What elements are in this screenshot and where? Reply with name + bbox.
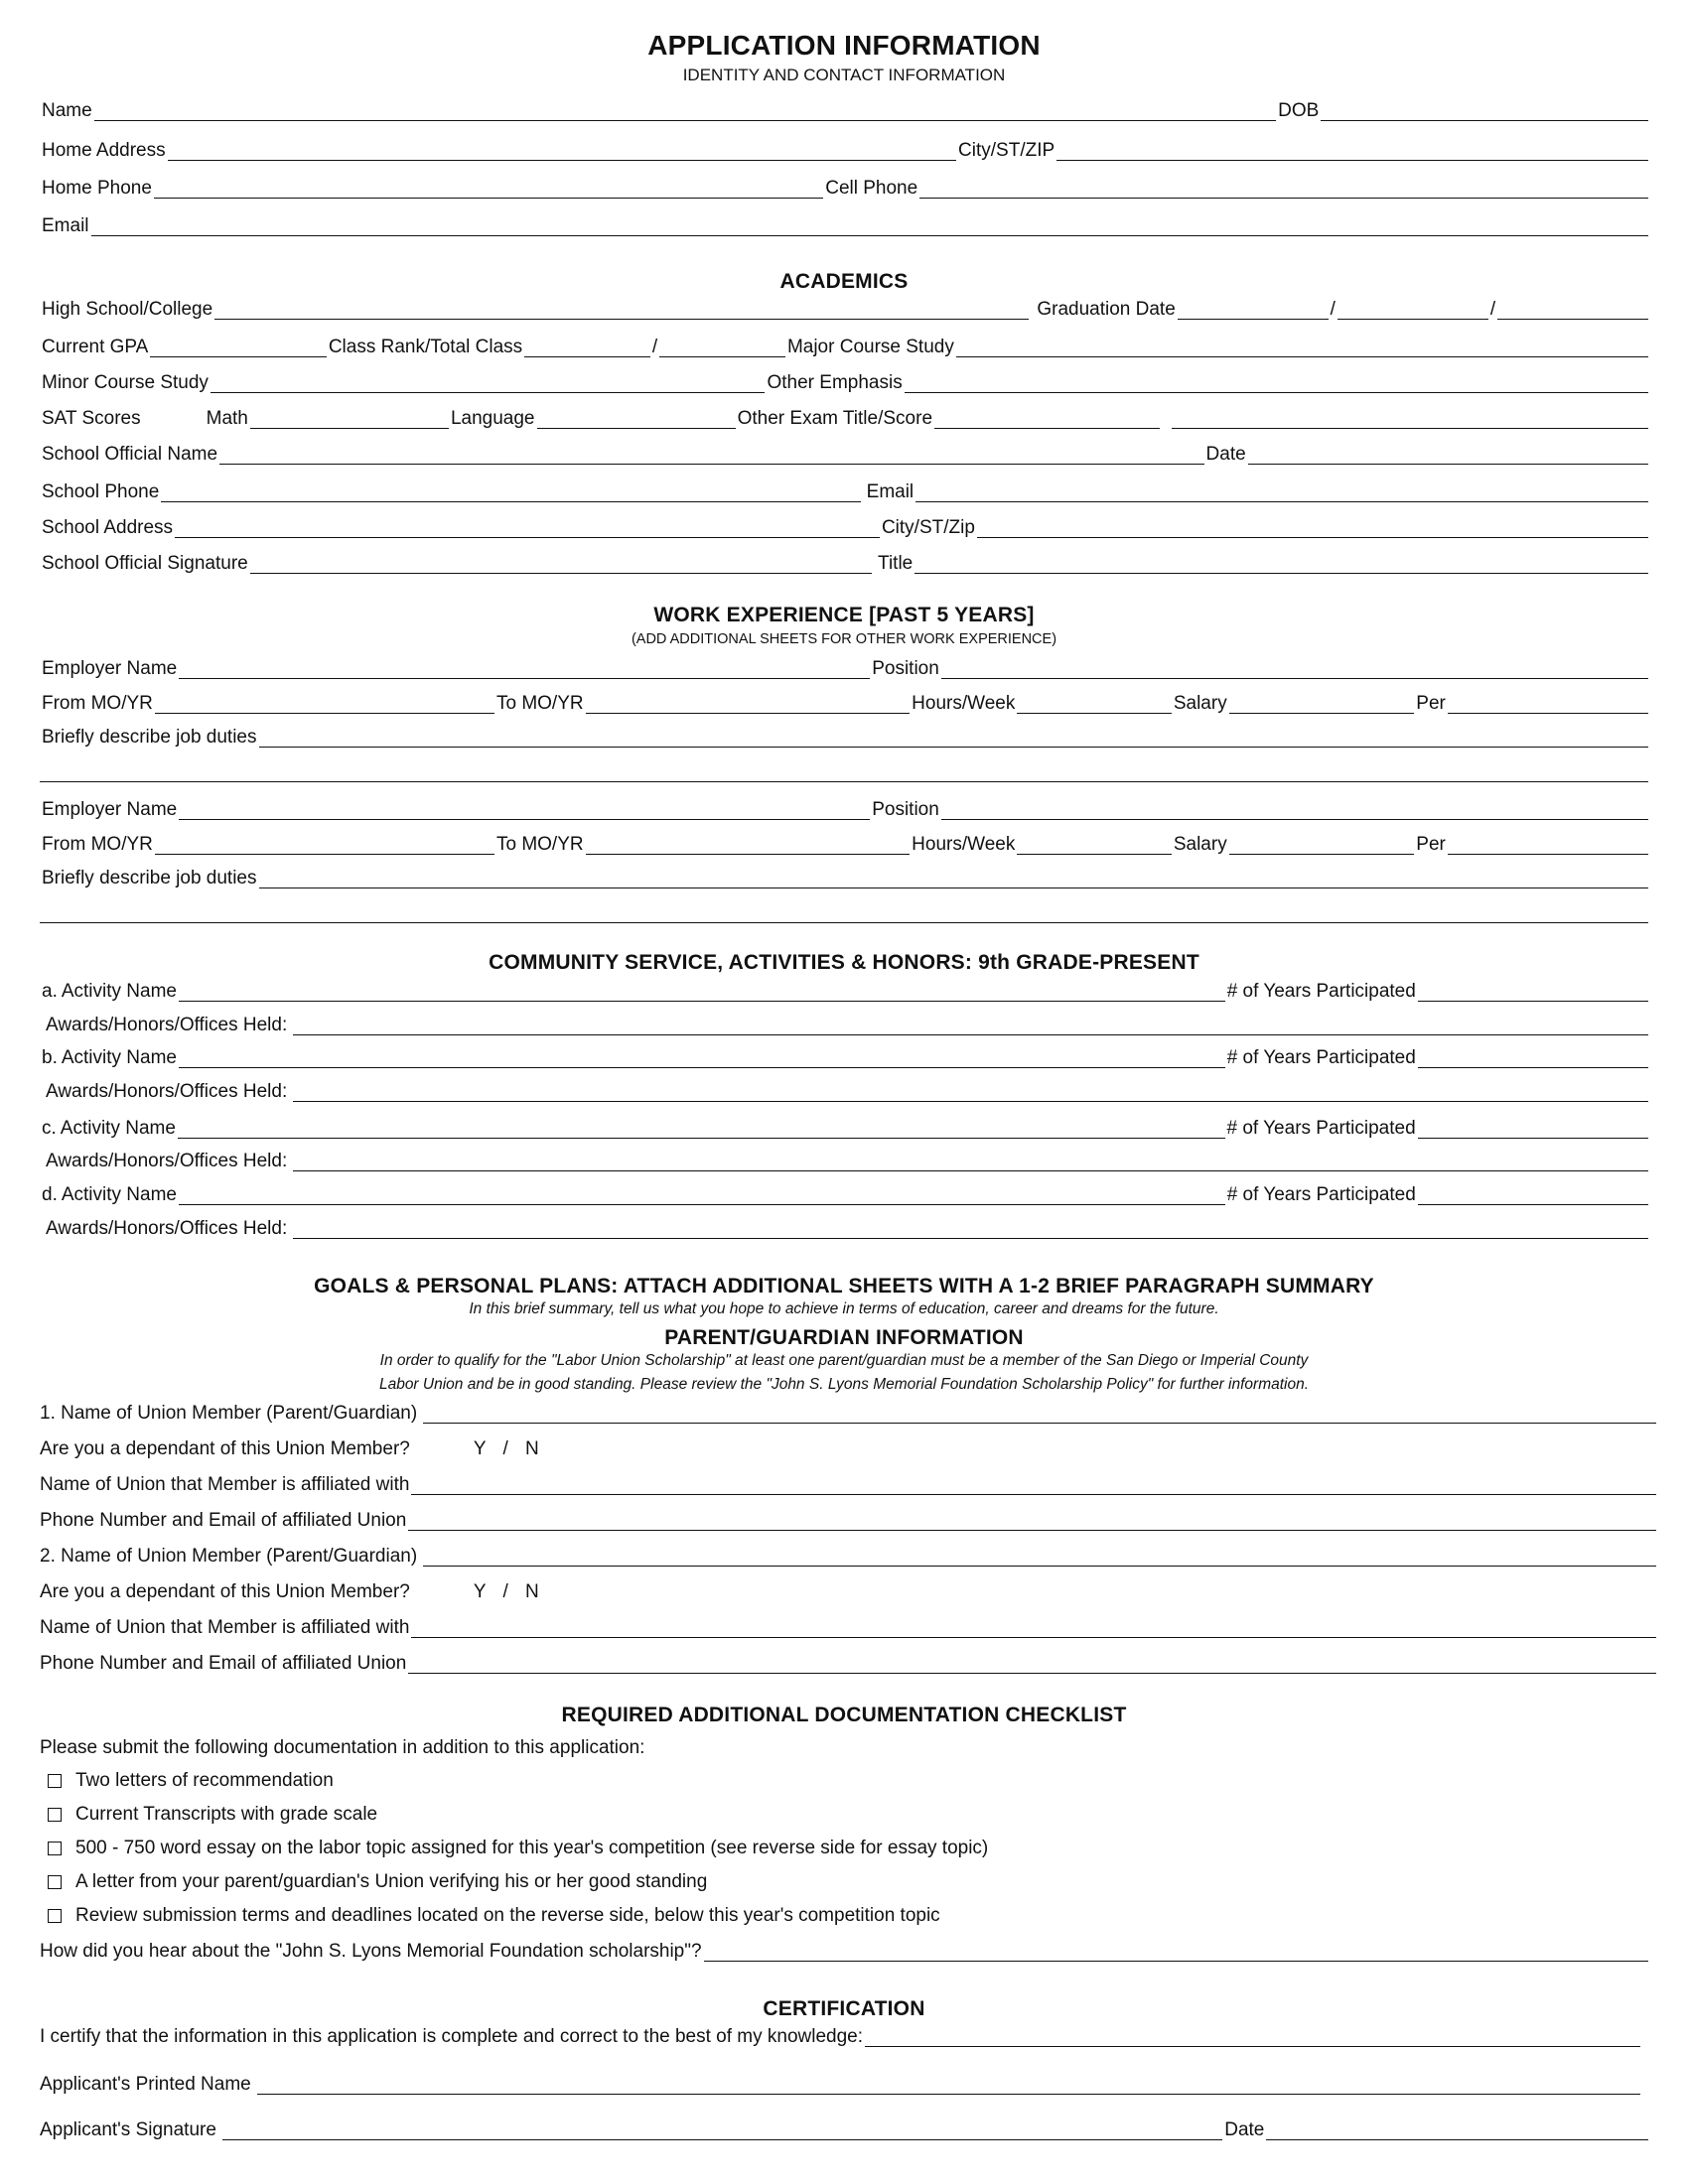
- years-label: # of Years Participated: [1226, 1047, 1416, 1068]
- duties-row-1: [40, 722, 1648, 748]
- duties-label: Briefly describe job duties: [42, 727, 257, 748]
- hours-label: Hours/Week: [912, 693, 1016, 714]
- home-phone-field[interactable]: [154, 178, 823, 199]
- other-emphasis-field[interactable]: [905, 372, 1648, 393]
- activity-row-b: [40, 1042, 1648, 1068]
- minor-row: [40, 367, 1648, 393]
- awards-row-c: [44, 1146, 1648, 1171]
- years-label: # of Years Participated: [1226, 1184, 1416, 1205]
- work-title: WORK EXPERIENCE [PAST 5 YEARS]: [653, 604, 1035, 626]
- checkbox[interactable]: [48, 1875, 62, 1889]
- official-date-field[interactable]: [1248, 444, 1648, 465]
- sat-row: [40, 403, 1648, 429]
- salary-label: Salary: [1173, 834, 1227, 855]
- home-address-label: Home Address: [42, 140, 166, 161]
- community-title: COMMUNITY SERVICE, ACTIVITIES & HONORS: 9th GRADE-PRESENT: [489, 951, 1199, 974]
- high-school-label: High School/College: [42, 299, 213, 320]
- official-name-field[interactable]: [219, 444, 1203, 465]
- high-school-field[interactable]: [214, 299, 1029, 320]
- checkbox[interactable]: [48, 1808, 62, 1822]
- certification-field[interactable]: [865, 2026, 1640, 2047]
- parent-note-1: In order to qualify for the "Labor Union Scholarship" at least one parent/guardian must be a member of the San Diego or Imperial County: [379, 1352, 1309, 1369]
- union-contact-field[interactable]: [408, 1510, 1656, 1531]
- signature-field[interactable]: [222, 2119, 1222, 2140]
- class-rank-label: Class Rank/Total Class: [328, 337, 523, 357]
- official-title-label: Title: [878, 553, 914, 574]
- years-label: # of Years Participated: [1226, 1118, 1416, 1139]
- activity-field[interactable]: [179, 981, 1225, 1002]
- activity-letter: d.: [42, 1184, 58, 1205]
- school-city-label: City/ST/Zip: [881, 517, 975, 538]
- awards-row-d: [44, 1213, 1648, 1239]
- checklist-item-label: Current Transcripts with grade scale: [75, 1804, 378, 1825]
- date-separator: /: [1330, 299, 1336, 320]
- email-label: Email: [42, 215, 89, 236]
- activity-field[interactable]: [179, 1047, 1225, 1068]
- dependant-row-2: [38, 1576, 1656, 1602]
- graduation-day-field[interactable]: [1337, 299, 1488, 320]
- school-city-field[interactable]: [977, 517, 1648, 538]
- name-row: [40, 95, 1648, 121]
- activity-letter: b.: [42, 1047, 58, 1068]
- school-row: [40, 294, 1648, 320]
- major-label: Major Course Study: [786, 337, 954, 357]
- signature-date-field[interactable]: [1266, 2119, 1648, 2140]
- position-field[interactable]: [941, 799, 1648, 820]
- union-name-row-2: [38, 1612, 1656, 1638]
- salary-field[interactable]: [1229, 834, 1415, 855]
- awards-field[interactable]: [293, 1151, 1648, 1171]
- total-class-field[interactable]: [659, 337, 785, 357]
- rank-separator: /: [651, 337, 658, 357]
- name-field[interactable]: [94, 100, 1276, 121]
- per-label: Per: [1416, 834, 1446, 855]
- checkbox[interactable]: [48, 1909, 62, 1923]
- to-label: To MO/YR: [495, 693, 584, 714]
- from-label: From MO/YR: [42, 834, 153, 855]
- employer-field[interactable]: [179, 658, 870, 679]
- gpa-label: Current GPA: [42, 337, 149, 357]
- graduation-year-field[interactable]: [1497, 299, 1648, 320]
- position-field[interactable]: [941, 658, 1648, 679]
- school-address-field[interactable]: [175, 517, 880, 538]
- cell-phone-label: Cell Phone: [825, 178, 918, 199]
- activity-letter: a.: [42, 981, 58, 1002]
- checklist-item[interactable]: [48, 1802, 377, 1828]
- per-field[interactable]: [1448, 693, 1648, 714]
- official-signature-label: School Official Signature: [42, 553, 248, 574]
- years-field[interactable]: [1418, 981, 1648, 1002]
- dob-field[interactable]: [1321, 100, 1648, 121]
- heard-about-label: How did you hear about the "John S. Lyons Memorial Foundation scholarship"?: [40, 1941, 702, 1962]
- awards-label: Awards/Honors/Offices Held:: [46, 1015, 288, 1035]
- school-phone-field[interactable]: [161, 481, 860, 502]
- page-title: APPLICATION INFORMATION: [647, 30, 1041, 61]
- yes-no-choice[interactable]: Y / N: [473, 1438, 545, 1459]
- dependant-label: Are you a dependant of this Union Member?: [40, 1438, 410, 1459]
- years-field[interactable]: [1418, 1184, 1648, 1205]
- city-st-zip-field[interactable]: [1056, 140, 1648, 161]
- official-signature-field[interactable]: [250, 553, 872, 574]
- employer-row-1: [40, 653, 1648, 679]
- awards-label: Awards/Honors/Offices Held:: [46, 1151, 288, 1171]
- years-label: # of Years Participated: [1226, 981, 1416, 1002]
- union-name-label: Name of Union that Member is affiliated with: [40, 1474, 410, 1495]
- school-email-label: Email: [866, 481, 914, 502]
- union-member-field[interactable]: [423, 1403, 1656, 1424]
- yes-no-choice[interactable]: Y / N: [473, 1581, 545, 1602]
- checklist-title: REQUIRED ADDITIONAL DOCUMENTATION CHECKLIST: [561, 1704, 1127, 1726]
- certification-row: [38, 2021, 1640, 2047]
- home-phone-label: Home Phone: [42, 178, 152, 199]
- from-field[interactable]: [155, 693, 494, 714]
- heard-about-field[interactable]: [704, 1941, 1648, 1962]
- from-field[interactable]: [155, 834, 494, 855]
- minor-field[interactable]: [211, 372, 766, 393]
- per-label: Per: [1416, 693, 1446, 714]
- certification-statement: I certify that the information in this application is complete and correct to the best of my knowledge:: [40, 2026, 864, 2047]
- parent-note-2: Labor Union and be in good standing. Please review the "John S. Lyons Memorial Foundation Scholarship Policy" for further information.: [378, 1376, 1310, 1393]
- math-label: Math: [206, 408, 248, 429]
- from-label: From MO/YR: [42, 693, 153, 714]
- cell-phone-field[interactable]: [919, 178, 1648, 199]
- employer-field[interactable]: [179, 799, 870, 820]
- duties-field[interactable]: [259, 868, 1649, 888]
- page-subtitle: IDENTITY AND CONTACT INFORMATION: [682, 66, 1006, 84]
- duties-continued-1: [40, 756, 1648, 782]
- activity-label: Activity Name: [60, 1118, 176, 1139]
- checklist-item-label: A letter from your parent/guardian's Union verifying his or her good standing: [75, 1871, 708, 1892]
- home-address-row: [40, 135, 1648, 161]
- to-field[interactable]: [586, 834, 911, 855]
- dependant-label: Are you a dependant of this Union Member?: [40, 1581, 410, 1602]
- activity-label: Activity Name: [61, 1184, 177, 1205]
- academics-title: ACADEMICS: [779, 270, 909, 293]
- dob-label: DOB: [1278, 100, 1320, 121]
- signature-date-label: Date: [1224, 2119, 1265, 2140]
- dates-row-2: [40, 829, 1648, 855]
- union-contact-label: Phone Number and Email of affiliated Union: [40, 1510, 407, 1531]
- signature-row: [38, 2115, 1648, 2140]
- date-separator: /: [1489, 299, 1496, 320]
- checklist-item-label: Review submission terms and deadlines located on the reverse side, below this year's competition topic: [75, 1905, 940, 1926]
- hours-field[interactable]: [1017, 693, 1172, 714]
- email-field[interactable]: [91, 215, 1648, 236]
- activity-row-a: [40, 976, 1648, 1002]
- checklist-item-label: Two letters of recommendation: [75, 1770, 334, 1791]
- activity-field[interactable]: [178, 1118, 1225, 1139]
- activity-row-c: [40, 1113, 1648, 1139]
- major-field[interactable]: [956, 337, 1648, 357]
- other-exam-score-field[interactable]: [1172, 408, 1648, 429]
- official-name-row: [40, 439, 1648, 465]
- union-name-field[interactable]: [411, 1474, 1656, 1495]
- home-address-field[interactable]: [168, 140, 956, 161]
- school-phone-row: [40, 477, 1648, 502]
- gpa-field[interactable]: [150, 337, 326, 357]
- work-note: (ADD ADDITIONAL SHEETS FOR OTHER WORK EXPERIENCE): [631, 631, 1057, 647]
- signature-label: Applicant's Signature: [40, 2119, 216, 2140]
- union-contact-label: Phone Number and Email of affiliated Union: [40, 1653, 407, 1674]
- years-field[interactable]: [1418, 1118, 1648, 1139]
- checklist-item[interactable]: [48, 1768, 334, 1794]
- union-member-label: 1. Name of Union Member (Parent/Guardian): [40, 1403, 418, 1424]
- parent-title: PARENT/GUARDIAN INFORMATION: [664, 1326, 1024, 1349]
- awards-row-b: [44, 1076, 1648, 1102]
- activity-label: Activity Name: [61, 1047, 177, 1068]
- school-address-label: School Address: [42, 517, 174, 538]
- goals-title: GOALS & PERSONAL PLANS: ATTACH ADDITIONAL SHEETS WITH A 1-2 BRIEF PARAGRAPH SUMMARY: [314, 1275, 1374, 1297]
- employer-label: Employer Name: [42, 799, 178, 820]
- union-member-row-1: [38, 1398, 1656, 1424]
- duties-continued-field[interactable]: [40, 761, 1648, 782]
- activity-field[interactable]: [179, 1184, 1225, 1205]
- official-name-label: School Official Name: [42, 444, 218, 465]
- other-emphasis-label: Other Emphasis: [767, 372, 903, 393]
- union-name-row-1: [38, 1469, 1656, 1495]
- certification-title: CERTIFICATION: [763, 1997, 925, 2020]
- language-label: Language: [450, 408, 535, 429]
- sat-label: SAT Scores: [42, 408, 141, 429]
- name-label: Name: [42, 100, 92, 121]
- per-field[interactable]: [1448, 834, 1648, 855]
- union-member-field[interactable]: [423, 1546, 1656, 1567]
- checklist-item-label: 500 - 750 word essay on the labor topic assigned for this year's competition (see reverse side for essay topic): [75, 1838, 989, 1858]
- salary-label: Salary: [1173, 693, 1227, 714]
- other-exam-title-field[interactable]: [934, 408, 1160, 429]
- email-row: [40, 210, 1648, 236]
- salary-field[interactable]: [1229, 693, 1415, 714]
- printed-name-field[interactable]: [257, 2074, 1640, 2095]
- printed-name-row: [38, 2069, 1640, 2095]
- graduation-month-field[interactable]: [1178, 299, 1329, 320]
- duties-field[interactable]: [259, 727, 1649, 748]
- employer-label: Employer Name: [42, 658, 178, 679]
- position-label: Position: [872, 799, 939, 820]
- hours-label: Hours/Week: [912, 834, 1016, 855]
- awards-label: Awards/Honors/Offices Held:: [46, 1081, 288, 1102]
- activity-row-d: [40, 1179, 1648, 1205]
- checklist-item[interactable]: [48, 1869, 707, 1895]
- to-field[interactable]: [586, 693, 911, 714]
- duties-row-2: [40, 863, 1648, 888]
- school-email-field[interactable]: [915, 481, 1648, 502]
- union-name-label: Name of Union that Member is affiliated with: [40, 1617, 410, 1638]
- duties-continued-2: [40, 897, 1648, 923]
- duties-continued-field[interactable]: [40, 902, 1648, 923]
- union-member-row-2: [38, 1541, 1656, 1567]
- awards-field[interactable]: [293, 1218, 1648, 1239]
- position-label: Position: [872, 658, 939, 679]
- years-field[interactable]: [1418, 1047, 1648, 1068]
- math-field[interactable]: [250, 408, 449, 429]
- union-contact-field[interactable]: [408, 1653, 1656, 1674]
- awards-field[interactable]: [293, 1081, 1648, 1102]
- dependant-row-1: [38, 1433, 1656, 1459]
- official-date-label: Date: [1205, 444, 1246, 465]
- dates-row-1: [40, 688, 1648, 714]
- union-member-label: 2. Name of Union Member (Parent/Guardian): [40, 1546, 418, 1567]
- goals-note: In this brief summary, tell us what you hope to achieve in terms of education, career and dreams for the future.: [469, 1300, 1219, 1317]
- printed-name-label: Applicant's Printed Name: [40, 2074, 251, 2095]
- duties-label: Briefly describe job duties: [42, 868, 257, 888]
- city-st-zip-label: City/ST/ZIP: [958, 140, 1055, 161]
- checkbox[interactable]: [48, 1774, 62, 1788]
- union-contact-row-2: [38, 1648, 1656, 1674]
- heard-about-row: [38, 1936, 1648, 1962]
- union-contact-row-1: [38, 1505, 1656, 1531]
- union-name-field[interactable]: [411, 1617, 1656, 1638]
- checkbox[interactable]: [48, 1842, 62, 1855]
- employer-row-2: [40, 794, 1648, 820]
- official-signature-row: [40, 548, 1648, 574]
- awards-row-a: [44, 1010, 1648, 1035]
- class-rank-field[interactable]: [524, 337, 650, 357]
- phone-row: [40, 173, 1648, 199]
- school-address-row: [40, 512, 1648, 538]
- to-label: To MO/YR: [495, 834, 584, 855]
- language-field[interactable]: [537, 408, 736, 429]
- activity-label: Activity Name: [61, 981, 177, 1002]
- gpa-row: [40, 332, 1648, 357]
- official-title-field[interactable]: [914, 553, 1648, 574]
- school-phone-label: School Phone: [42, 481, 160, 502]
- checklist-item[interactable]: [48, 1903, 940, 1929]
- hours-field[interactable]: [1017, 834, 1172, 855]
- awards-label: Awards/Honors/Offices Held:: [46, 1218, 288, 1239]
- awards-field[interactable]: [293, 1015, 1648, 1035]
- minor-label: Minor Course Study: [42, 372, 209, 393]
- graduation-date-label: Graduation Date: [1037, 299, 1176, 320]
- checklist-intro: Please submit the following documentation in addition to this application:: [40, 1737, 645, 1758]
- checklist-item[interactable]: [48, 1836, 988, 1861]
- activity-letter: c.: [42, 1118, 57, 1139]
- other-exam-label: Other Exam Title/Score: [737, 408, 933, 429]
